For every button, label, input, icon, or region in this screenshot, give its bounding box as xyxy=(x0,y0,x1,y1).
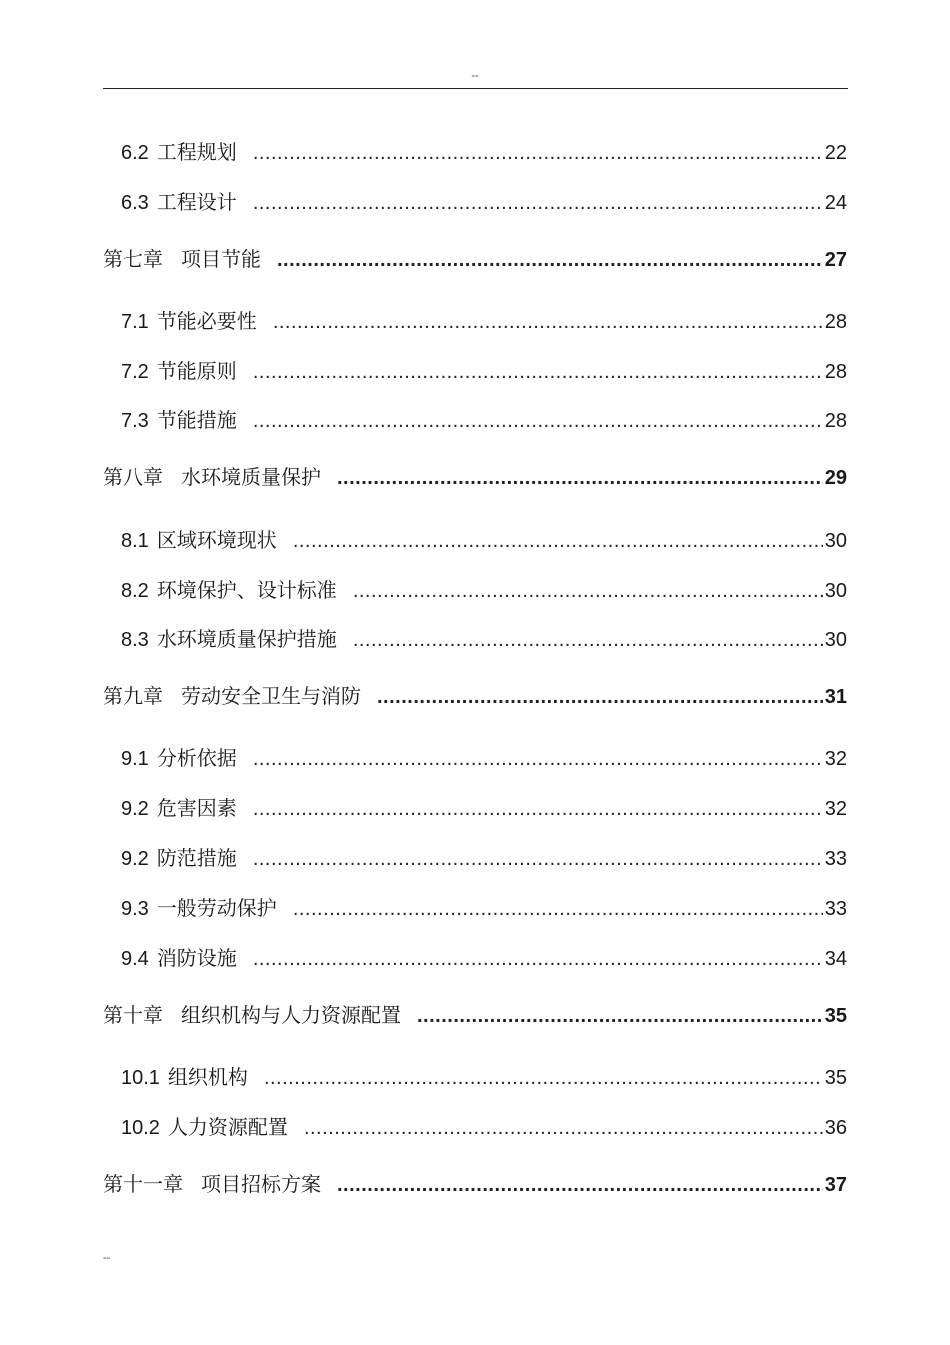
toc-entry[interactable] xyxy=(121,944,847,973)
toc-entry[interactable] xyxy=(121,526,847,555)
toc-page: 34 xyxy=(824,948,847,970)
toc-entry[interactable] xyxy=(121,1113,847,1142)
toc-page: 28 xyxy=(824,311,847,333)
toc-chapter-entry[interactable] xyxy=(103,1001,847,1030)
toc-number: 6.3 xyxy=(121,192,149,214)
toc-page: 30 xyxy=(824,629,847,651)
toc-page: 29 xyxy=(824,467,847,489)
toc-number: 10.1 xyxy=(121,1067,160,1089)
toc-chapter-title: 组织机构与人力资源配置 xyxy=(181,1003,401,1027)
toc-leader xyxy=(293,895,823,923)
toc-entry[interactable] xyxy=(121,406,847,435)
toc-leader xyxy=(277,246,823,274)
toc-title: 防范措施 xyxy=(156,846,237,870)
toc-number: 7.1 xyxy=(121,311,149,333)
toc-page: 27 xyxy=(824,249,847,271)
toc-title: 分析依据 xyxy=(156,746,237,770)
toc-number: 10.2 xyxy=(121,1117,160,1139)
toc-page: 32 xyxy=(824,798,847,820)
toc-leader xyxy=(253,945,823,973)
toc-page: 36 xyxy=(824,1117,847,1139)
toc-number: 8.1 xyxy=(121,530,149,552)
toc-title: 区域环境现状 xyxy=(156,528,277,552)
toc-number: 9.4 xyxy=(121,948,149,970)
toc-chapter-entry[interactable] xyxy=(103,1170,847,1199)
toc-leader xyxy=(273,308,823,336)
toc-page: 35 xyxy=(824,1067,847,1089)
toc-title: 水环境质量保护措施 xyxy=(156,627,337,651)
footer-mark: -- xyxy=(103,1252,111,1264)
toc-page: 22 xyxy=(824,142,847,164)
toc-page: 30 xyxy=(824,580,847,602)
toc-number: 9.2 xyxy=(121,798,149,820)
toc-leader xyxy=(253,189,823,217)
toc-title: 工程设计 xyxy=(156,190,237,214)
toc-leader xyxy=(264,1064,823,1092)
toc-leader xyxy=(377,683,823,711)
toc-leader xyxy=(337,1171,823,1199)
toc-entry[interactable] xyxy=(121,576,847,605)
toc-title: 环境保护、设计标准 xyxy=(156,578,337,602)
toc-page: 30 xyxy=(824,530,847,552)
toc-number: 9.2 xyxy=(121,848,149,870)
toc-chapter-entry[interactable] xyxy=(103,245,847,274)
toc-entry[interactable] xyxy=(121,138,847,167)
toc-title: 节能原则 xyxy=(156,359,237,383)
toc-title: 危害因素 xyxy=(156,796,237,820)
toc-leader xyxy=(253,407,823,435)
toc-title: 组织机构 xyxy=(167,1065,248,1089)
toc-title: 人力资源配置 xyxy=(167,1115,288,1139)
toc-title: 工程规划 xyxy=(156,140,237,164)
toc-leader xyxy=(353,626,823,654)
toc-page: 31 xyxy=(824,686,847,708)
toc-entry[interactable] xyxy=(121,844,847,873)
toc-page: 37 xyxy=(824,1174,847,1196)
toc-chapter-number: 第七章 xyxy=(103,249,163,271)
toc-page: 28 xyxy=(824,410,847,432)
toc-chapter-entry[interactable] xyxy=(103,682,847,711)
toc-title: 节能措施 xyxy=(156,408,237,432)
toc-leader xyxy=(253,745,823,773)
toc-entry[interactable] xyxy=(121,1063,847,1092)
toc-title: 一般劳动保护 xyxy=(156,896,277,920)
toc-chapter-number: 第十一章 xyxy=(103,1174,183,1196)
toc-leader xyxy=(417,1002,823,1030)
toc-entry[interactable] xyxy=(121,625,847,654)
toc-chapter-number: 第十章 xyxy=(103,1005,163,1027)
toc-leader xyxy=(253,795,823,823)
toc-chapter-number: 第八章 xyxy=(103,467,163,489)
toc-number: 9.3 xyxy=(121,898,149,920)
toc-chapter-entry[interactable] xyxy=(103,463,847,492)
toc-entry[interactable] xyxy=(121,188,847,217)
toc-entry[interactable] xyxy=(121,794,847,823)
toc-entry[interactable] xyxy=(121,307,847,336)
toc-leader xyxy=(337,464,823,492)
toc-page: 24 xyxy=(824,192,847,214)
toc-chapter-title: 劳动安全卫生与消防 xyxy=(181,684,361,708)
toc-chapter-title: 项目招标方案 xyxy=(201,1172,321,1196)
toc-chapter-title: 水环境质量保护 xyxy=(181,465,321,489)
toc-number: 6.2 xyxy=(121,142,149,164)
toc-number: 8.3 xyxy=(121,629,149,651)
toc-leader xyxy=(253,845,823,873)
toc-entry[interactable] xyxy=(121,357,847,386)
toc-leader xyxy=(293,527,823,555)
toc-page: 35 xyxy=(824,1005,847,1027)
toc-page: 28 xyxy=(824,361,847,383)
toc-leader xyxy=(304,1114,823,1142)
header-mark: -- xyxy=(471,70,479,82)
toc-leader xyxy=(353,577,823,605)
toc-entry[interactable] xyxy=(121,894,847,923)
toc-number: 7.3 xyxy=(121,410,149,432)
toc-chapter-title: 项目节能 xyxy=(181,247,261,271)
toc-page: 33 xyxy=(824,898,847,920)
toc-leader xyxy=(253,358,823,386)
toc-chapter-number: 第九章 xyxy=(103,686,163,708)
toc-page: 32 xyxy=(824,748,847,770)
toc-number: 9.1 xyxy=(121,748,149,770)
toc-title: 节能必要性 xyxy=(156,309,257,333)
toc-entry[interactable] xyxy=(121,744,847,773)
toc-leader xyxy=(253,139,823,167)
toc-number: 7.2 xyxy=(121,361,149,383)
toc-title: 消防设施 xyxy=(156,946,237,970)
toc-page: 33 xyxy=(824,848,847,870)
header-rule xyxy=(103,88,848,89)
toc-number: 8.2 xyxy=(121,580,149,602)
